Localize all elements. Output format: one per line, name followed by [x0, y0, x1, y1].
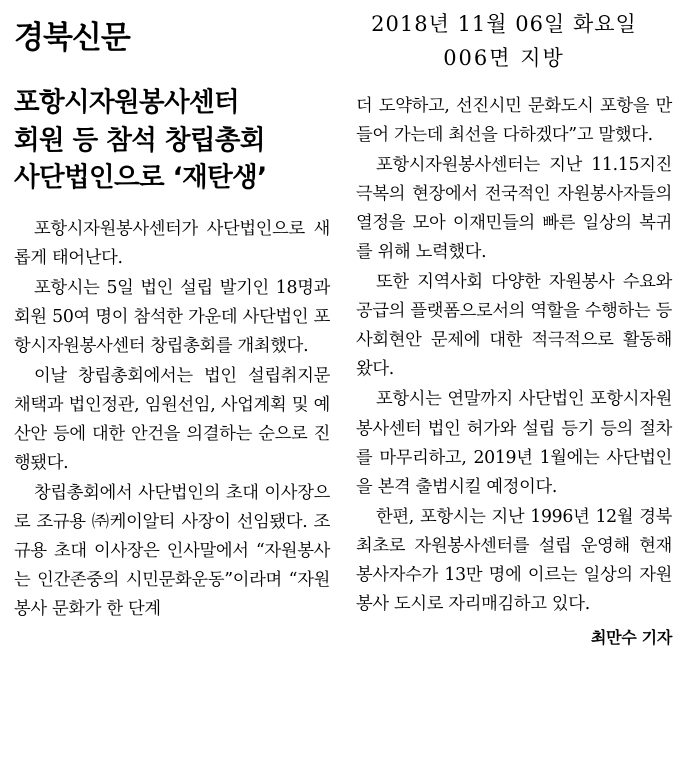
- paragraph: 또한 지역사회 다양한 자원봉사 수요와 공급의 플랫폼으로서의 역할을 수행하는 등 사회현안 문제에 대한 적극적으로 활동해 왔다.: [356, 272, 672, 380]
- left-column: [14, 84, 330, 648]
- paragraph: 포항시자원봉사센터는 지난 11.15지진 극복의 현장에서 전국적인 자원봉사자들의 열정을 모아 이재민들의 빠른 일상의 복귀를 위해 노력했다.: [356, 155, 672, 263]
- article-columns: [14, 84, 679, 648]
- dateline: [339, 8, 669, 72]
- right-column: [356, 84, 672, 648]
- paragraph: 창립총회에서 사단법인의 초대 이사장으로 조규용 ㈜케이알티 사장이 선임됐다. 조규용 초대 이사장은 인사말에서 “자원봉사는 인간존중의 시민문화운동”이라며 “자원봉사 문화가 한 단계: [14, 483, 330, 620]
- paragraph: 더 도약하고, 선진시민 문화도시 포항을 만들어 가는데 최선을 다하겠다”고 말했다.: [356, 96, 672, 146]
- newspaper-masthead: 경북신문: [14, 20, 130, 56]
- paragraph: 포항시는 연말까지 사단법인 포항시자원봉사센터 법인 허가와 설립 등기 등의 절차를 마무리하고, 2019년 1월에는 사단법인을 본격 출범시킬 예정이다.: [356, 389, 672, 497]
- paragraph: 이날 창립총회에서는 법인 설립취지문 채택과 법인정관, 임원선임, 사업계획 및 예산안 등에 대한 안건을 의결하는 순으로 진행됐다.: [14, 366, 330, 474]
- article-headline: [14, 84, 330, 197]
- page-number-section: 006면 지방: [443, 46, 565, 70]
- publication-date: 2018년 11월 06일 화요일: [371, 12, 637, 36]
- paragraph: 한편, 포항시는 지난 1996년 12월 경북 최초로 자원봉사센터를 설립 운영해 현재 봉사자수가 13만 명에 이르는 일상의 자원봉사 도시로 자리매김하고 있다.: [356, 506, 672, 614]
- masthead-row: [14, 8, 679, 82]
- headline-line-2: 회원 등 참석 창립총회: [14, 124, 265, 156]
- headline-line-1: 포항시자원봉사센터: [14, 87, 239, 118]
- headline-line-3: 사단법인으로 ‘재탄생’: [14, 162, 267, 194]
- paragraph: 포항시자원봉사센터가 사단법인으로 새롭게 태어난다.: [14, 218, 330, 268]
- paragraph: 포항시는 5일 법인 설립 발기인 18명과 회원 50여 명이 참석한 가운데 사단법인 포항시자원봉사센터 창립총회를 개최했다.: [14, 277, 330, 357]
- article-byline: 최만수 기자: [590, 627, 672, 647]
- column-spacer: [356, 84, 672, 92]
